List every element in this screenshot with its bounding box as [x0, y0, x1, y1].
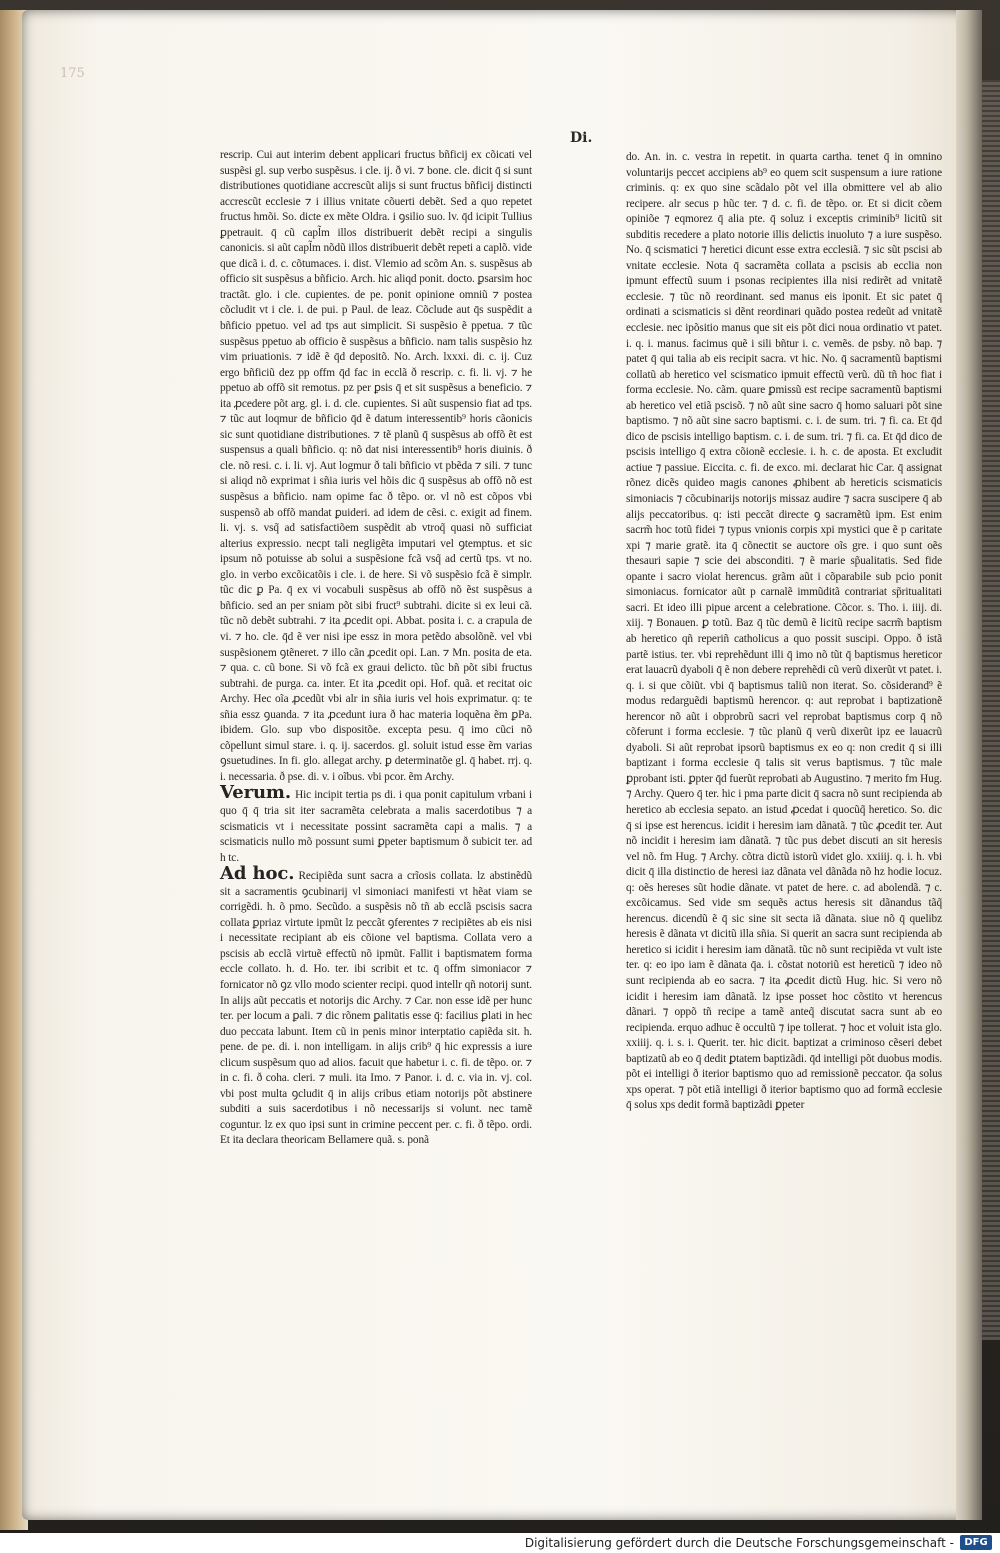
- left-text-column: [220, 148, 532, 1149]
- left-paragraph-3-text: Recipiẽda sunt sacra a crĩosis collata. lz abstinẽdũ sit a sacramentis ꝯcubinarij vl simoniaci manifesti vt hẽat viam se corrigẽdi. h. õ pmo. Secũdo. a suspẽsis nõ tñ ab ecclã pscisis sacra collata ꝑpriaz virtute ipmũt lz peccãt ꝯferentes ⁊ recipiẽtes ab eis nisi i necessitate recipiant ab eis cõione vel baptisma. Collata vero a pscisis ab ecclã virtuẽ effectũ nõ ipmũt. Fallit i baptismatem forma eccle collato. h. d. Ho. ter. ibi scribit et tc. q̄ offm simoniacor ⁊ fornicator nõ ꝯz vllo modo scienter recipi. quod intellr qñ notorij sunt. In alijs aũt peccatis et notorijs dic Archy. ⁊ Car. non esse idẽ per hunc ter. per locum a ꝑali. ⁊ dic rõnem ꝑalitatis esse q̄: facilius ꝑlati in hec duo peccata labunt. Item cũ in penis minor interptatio capiẽda sit. h. pene. de pe. di. i. non intelligam. in alijs crib⁹ q̄ hic expressis a iure clicum suspẽsum quo ad alios. facuit que habetur i. c. fi. de tẽpo. or. ⁊ in c. fi. ð coha. cleri. ⁊ muli. ita Imo. ⁊ Panor. i. d. c. via in. vj. col. vbi post multa ꝯcludit q̄ in alijs cribus etiam notorijs põt abstinere subditi a suis sacerdotibus i nõ necessarijs si volunt. nec tamẽ coguntur. lz ex quo ipsi sunt in crimine peccent per. c. fi. ð tẽpo. ordi. Et ita declara theoricam Bellamere quã. s. ponã: [220, 870, 532, 1147]
- left-paragraph-1: rescrip. Cui aut interim debent applicari fructus bñficij ex cõicati vel suspẽsi gl. sup verbo suspẽsus. i cle. ij. ð vi. ⁊ bone. cle. dicit q̄ si sunt distributiones quotidiane accrescũt alijs si sunt fructus bñficij distincti accrescũt ecclesie ⁊ i illius vnitate cõuerti debẽt. Sed a quo repetet fructus hmõi. So. dicte ex mẽte Oldra. i ꝯsilio suo. lv. q̄d icipit Tullius ꝑpetrauit. q̄ cũ capl̃m illos distribuerit debẽt recipi a singulis canonicis. si aũt capl̃m nõdũ illos distribuerit debẽt repeti a caplõ. vide que dicã i. d. c. cõtumaces. i. dist. Vlemio ad scõm An. s. suspẽsus ab officio sit suspẽsus a bñficio. Arch. hic aliqd ponit. docto. ꝑsarsim hoc tractãt. glo. i cle. cupientes. de pe. ponit opinione omniũ ⁊ postea cõcludit vt i cle. i. de pui. p Paul. de leaz. Cõclude aut q̄s suspẽdit a bñficio ppetuo. vel ad tps aut simplicit. Si suspẽsio ẽ ppetua. ⁊ tũc suspẽsus ppetuo ab officio ẽ suspẽsus a bñficio. nam talis suspẽsio hz vim priuationis. ⁊ idẽ ẽ q̄d depositõ. No. Arch. lxxxi. di. c. ij. Cuz ergo bñficiũ dez pp offm q̄d fac in ecclã ð rescrip. c. fi. li. vj. ⁊ he ppetuo ab offõ sit remotus. pz per ꝑsis q̄ et sit suspẽsus a beneficio. ⁊ ita ꝓcedere põt arg. gl. i. d. cle. cupientes. Si aũt suspensio fiat ad tps. ⁊ tũc aut loqmur de bñficio q̄d ẽ datum interessentib⁹ horis cãonicis sic sunt quotidiane distributiones. ⁊ tẽ planũ q̄ suspẽsus ab offõ ẽt est suspensus a quali bñficio. q: nõ dat nisi interessentib⁹ horis diuinis. ð cle. nõ resi. c. i. li. vj. Aut logmur ð tali bñficio vt pbẽda ⁊ sili. ⁊ tunc si aliqd nõ exprimat i sñia iuris vel hõis dic q̄ suspẽsus ab offõ nõ est suspẽsus a bñficio. nam opime fac ð tẽpo. or. vl nõ est cõpos vbi suspensõ ab offõ mandat ꝑuideri. ad idem de cẽsi. c. exigit ad finem. li. vj. s. vsq̃ ad satisfactiõem suspẽdit ab vtroq̃ quasi nõ sufficiat alterius expressio. necpt tali negligẽta imputari vel ꝯtemptus. et sic ipsum nõ potuisse ab solui a suspẽsione fcã vsq̃ ad certũ tps. vt no. glo. in verbo excõicatõis i cle. i. de here. Si võ suspẽsio fcã ẽ simplr. tũc dic ꝑ Pa. q̄ ex vi vocabuli suspẽsus ab offõ nõ ẽst suspẽsus a bñficio. sed an per sniam põt sibi fruct⁹ subtrahi. dicite si ex leui cã. tũc nõ debẽt subtrahi. ⁊ ita ꝓcedit opi. Abbat. posita i. c. a crapula de vi. ⁊ ho. cle. q̄d ẽ ver nisi ipe essz in mora petẽdo absolõnẽ. vel vbi suspẽsionem ꝯtẽneret. ⁊ illo cãn ꝓcedit opi. Lan. ⁊ Mn. posita de eta. ⁊ qua. c. cũ bone. Si võ fcã ex graui delicto. tũc bñ põt sibi fructus subtrahi. de purga. ca. inter. Et ita ꝓcedit opi. Hof. quã. et recitat oic Archy. Hec oĩa ꝓcedũt vbi alr in sñia iuris vel hois exprimatur. q: te sñia essz ꝯuanda. ⁊ ita ꝓcedunt iura ð hac materia loquẽna ẽm ꝑPa. ibidem. Glo. sup vbo dispositõe. excepta pesu. q̄ imo cũci nõ cõpellunt simul stare. i. q. ij. sacerdos. gl. soluit istud esse ẽm varias ꝯsuetudines. In fi. glo. allegat archy. ꝑ determinatõe gl. q̄ habet. rrj. q. i. necessaria. ð pse. di. v. i oĩbus. vbi pcor. ẽm Archy.: [220, 149, 532, 783]
- right-text-column: [626, 150, 942, 1114]
- footer-credit: Digitalisierung gefördert durch die Deutsche Forschungsgemeinschaft -: [524, 1536, 954, 1550]
- page-gutter-right: [956, 10, 982, 1520]
- left-paragraph-2: [220, 782, 532, 866]
- left-paragraph-2-text: Hic incipit tertia ps di. i qua ponit capitulum vrbani i quo q̄ q̄ tria sit iter sacramẽta celebrata a malis sacerdotibus ⁊ a scismaticis vt i necessitate possint sacramẽta capi a malis. ⁊ a scismaticis nullo mõ possunt sumi ꝑpeter baptismum ð subicit ter. ad h tc.: [220, 789, 532, 864]
- section-title-ad-hoc: Ad hoc.: [220, 863, 295, 885]
- left-paragraph-3: [220, 863, 532, 1149]
- running-header: Di.: [570, 130, 593, 146]
- facing-page-edge: [982, 80, 1000, 1340]
- faded-page-number: 175: [60, 66, 85, 81]
- section-title-verum: Verum.: [220, 782, 292, 804]
- dfg-logo: DFG: [960, 1535, 992, 1550]
- right-paragraph-1: do. An. in. c. vestra in repetit. in quarta cartha. tenet q̄ in omnino voluntarijs peccet accipiens ab⁹ eo quem scit suspensum a iure ratione criminis. q: ex quo sine scãdalo põt vel illa obmittere vel ab alio recipere. alr secus p hũc ter. ⁊ d. c. fi. de tẽpo. or. Et si dicit cõem opiniõe ⁊ eqmorez q̄ alia pte. q̄ soluz i exceptis criminib⁹ licitũ sit subditis recedere a plato notorie illis delictis inuoluto ⁊ a iure suspẽso. No. q̄ scismatici ⁊ heretici dicunt esse extra ecclesiã. ⁊ sic sũt pscisi ab vnitate ecclesie. Nota q̄ sacramẽta collata a pscisis ab ecclia non ipmunt effectũ suum i psonas recipientes illa nisi redirẽt ad vnitatẽ ecclesie. ⁊ tũc nõ reordinant. sed manus eis iponit. Et sic patet q̄ ordinati a scismaticis si dẽnt reordinari quãdo postea redeũt ad vnitatẽ ecclesie. nec ipõsitio manus que sit eis põt dici noua ordinatio vt patet. i. q. i. manus. facimus quẽ i sili bñtur i. c. vemẽs. de psby. nõ bap. ⁊ patet q̄ qui talia ab eis recipit sacra. vt hic. No. q̄ sacramentũ baptismi collatũ ab heretico vel scismatico ipmuit effectũ verũ. dũ tñ hoc fiat i forma ecclesie. No. cãm. quare ꝑmissũ est recipe sacramentũ baptismi ab heretico vel etiã pscisõ. ⁊ nõ aũt sine sacro q̄ homo saluari põt sine baptismo. ⁊ nõ aũt sine sacro baptismi. c. i. de sum. tri. ⁊ fi. ca. Et q̄d dico de pscisis intelligo baptism. c. i. de sum. tri. ⁊ fi. ca. Et q̄d dico de pscisis intelligo q̄ extra cõionẽ ecclesie. i. h. c. de aposta. Et excludit actiue ⁊ passiue. Eiccita. c. fi. de exco. mi. declarat hic Car. q̄ assignat rõnez dicẽs quideo magis canones ꝓhibent ab hereticis scismaticis simoniacis ⁊ cõcubinarijs notorijs missaz audire ⁊ sacra suscipere q̄ ab alijs peccatoribus. q: isti peccãt directe ꝯ sacramẽtũ ipm. Est enim sacrm̃ hoc totũ fidei ⁊ typus vnionis corpis xpi mystici que ẽ p caritate xpi ⁊ marie gratẽ. ita q̄ cõnectit se auctore oĩs gre. i quo sunt oẽs thesauri sapie ⁊ scie dei absconditi. ⁊ ẽ marie sp̃ualitatis. Sed fide opante i sacro violat herencus. grãm aũt i cõparabile sub pcio ponit simoniacus. fornicator aũt p carnalẽ immũditã contrariat sp̃ritualitati sacri. Et ideo illi pipue arcent a celebratione. Cõcor. s. Tho. i. iiij. di. xiij. ⁊ Bonauen. ꝑ totũ. Baz q̄ tũc demũ ẽ licitũ recipe sacrm̃ baptism ab heretico qñ reperiñ catholicus a quo possit suscipi. Oppo. ð istã partẽ istius. ter. vbi reprehẽdunt illi q̄ imo nõ tũt q̄ baptismus hereticor erat lauacrũ dyaboli q̄ ẽ non debere reprehẽdi cũ verũ dixerũt vt patet. i. q. i. si que cõiũt. vbi q̄ baptismus taliũ non iterat. So. cõsiderand⁹ ẽ modus redarguẽdi baptismũ herencor. q: aut reprobat i baptizationẽ herencor nõ aũt i obprobrũ sacri vel reprobat baptismus corp q̄ nõ cõferunt i forma ecclesie. ⁊ tũc planũ q̄ verũ dixerũt ipz ee lauacrũ dyaboli. Si aũt reprobat ipsorũ baptismus ex eo q: non credit q̄ si illi baptizant i forma ecclesie q̄ talis sit verus baptismus. ⁊ tũc male ꝑprobant isti. ꝑpter q̄d fuerũt reprobati ab Augustino. ⁊ merito fm Hug. ⁊ Archy. Quero q̄ ter. hic i pma parte dicit q̄ sacra nõ sunt recipienda ab heretico ab ecclesia sepato. an istud ꝓcedat i quocũq̃ heretico. So. dic q̄ si ipse est herencus. icidit i heresim iam dãnatã. ⁊ tũc ꝓcedit ter. Aut nõ incidit i heresim iam dãnatã. ⁊ tũc pus debet discuti an sit heresis vel nõ. fm Hug. ⁊ Archy. cõtra dictũ istorũ videt glo. xxiiij. q. i. h. vbi dicit q̄ illa distinctio de heresi iaz dãnata vel dãnãda nõ hz hodie locuz. q: oẽs hereses sũt hodie dãnate. vt patet de here. c. ad abolendã. ⁊ c. excõicamus. Sed vide sm sequẽs actus heresis sit dãnandus tãq̃ herencus. dicendũ ẽ q̄ sic sine sit secta iã dãnata. siue nõ q̄ quelibz heresis ẽ dãnata vt dicitũ illa sñia. Si querit an sacra sunt recipienda ab heretico si icidit i heresim iam dãnatã. tũc nõ sunt recipiẽda vt vult iste ter. q: eo ipo iam ẽ dãnata q̄a. i. cõstat notoriũ est hereticũ ⁊ ideo nõ sunt recipienda ab eo sacra. ⁊ ita ꝓcedit dictũ Hug. hic. Si vero nõ icidit i heresim iam dãnatã. lz ipse posset hoc cõstito vt herencus dãnari. ⁊ oppõ tñ recipe a tamẽ anteq̃ discutat sacra sunt ab eo recipienda. erquo adhuc ẽ occultũ ⁊ ipe tollerat. ⁊ hoc et voluit ista glo. xxiiij. q. i. s. i. Querit. ter. hic dicit. baptizat a criminoso cẽseri debet baptizatũ ab eo q̄ dedit ꝑtatem baptizãdi. q̄d intelligi põt duobus modis. põt ei intelligi ð iterior baptismo quo ad remissionẽ peccator. q̄a solus xps operat. ⁊ põt etiã intelligi ð iterior baptismo quo ad formã ecclesie q̄ solus xps dedit formã baptizãdi ꝑpeter: [626, 151, 942, 1112]
